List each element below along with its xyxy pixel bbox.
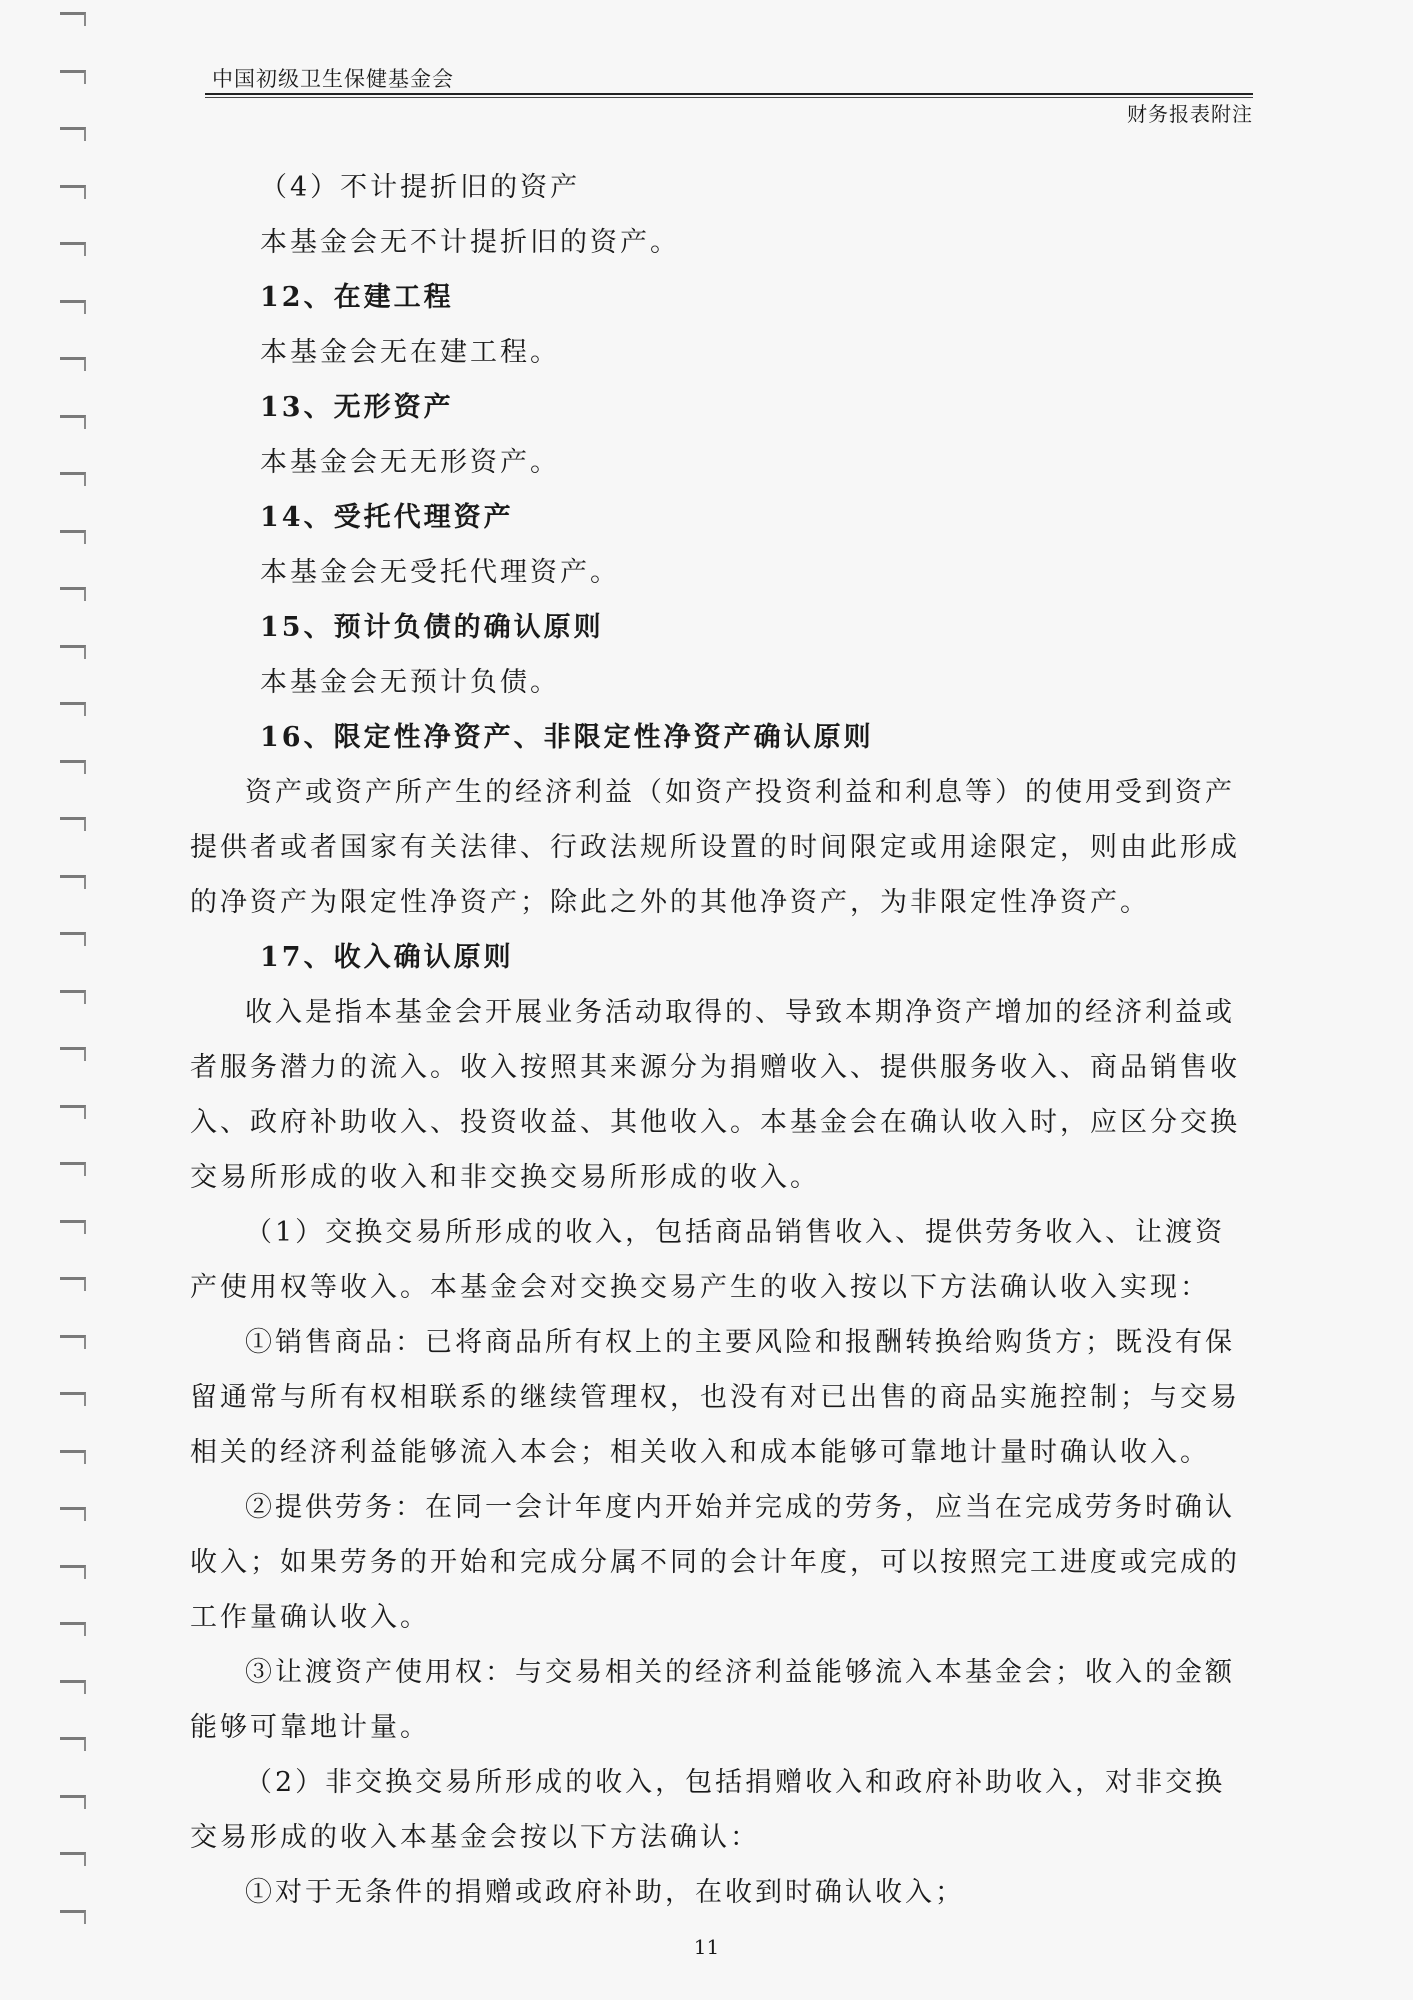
binding-hole — [60, 1220, 86, 1234]
section-heading: 17、收入确认原则 — [260, 942, 514, 973]
binding-hole — [60, 1277, 86, 1291]
header-section-title: 财务报表附注 — [1127, 102, 1253, 126]
body-text: 本基金会无受托代理资产。 — [260, 557, 620, 588]
body-text: 本基金会无不计提折旧的资产。 — [260, 227, 680, 258]
binding-hole — [60, 817, 86, 831]
binding-hole — [60, 1622, 86, 1636]
binding-hole — [60, 1335, 86, 1349]
binding-hole — [60, 932, 86, 946]
paragraph: ②提供劳务：在同一会计年度内开始并完成的劳务，应当在完成劳务时确认收入；如果劳务的开始和完成分属不同的会计年度，可以按照完工进度或完成的工作量确认收入。 — [190, 1492, 1240, 1633]
section-heading: 14、受托代理资产 — [260, 502, 514, 533]
body-text: 本基金会无在建工程。 — [260, 337, 560, 368]
document-body — [190, 160, 1240, 1920]
paragraph: 资产或资产所产生的经济利益（如资产投资利益和利息等）的使用受到资产提供者或者国家有关法律、行政法规所设置的时间限定或用途限定，则由此形成的净资产为限定性净资产；除此之外的其他净资产，为非限定性净资产。 — [190, 777, 1240, 918]
binding-hole — [60, 1392, 86, 1406]
paragraph: 收入是指本基金会开展业务活动取得的、导致本期净资产增加的经济利益或者服务潜力的流入。收入按照其来源分为捐赠收入、提供服务收入、商品销售收入、政府补助收入、投资收益、其他收入。本基金会在确认收入时，应区分交换交易所形成的收入和非交换交易所形成的收入。 — [190, 997, 1240, 1193]
binding-hole — [60, 357, 86, 371]
binding-hole — [60, 760, 86, 774]
paragraph: （1）交换交易所形成的收入，包括商品销售收入、提供劳务收入、让渡资产使用权等收入。本基金会对交换交易产生的收入按以下方法确认收入实现： — [190, 1217, 1226, 1303]
binding-hole — [60, 300, 86, 314]
binding-hole — [60, 645, 86, 659]
binding-hole — [60, 1162, 86, 1176]
binding-hole — [60, 1795, 86, 1809]
header-org-name: 中国初级卫生保健基金会 — [212, 67, 454, 91]
binding-hole — [60, 530, 86, 544]
paragraph: （2）非交换交易所形成的收入，包括捐赠收入和政府补助收入，对非交换交易形成的收入本基金会按以下方法确认： — [190, 1767, 1226, 1853]
binding-hole — [60, 242, 86, 256]
paragraph: ①销售商品：已将商品所有权上的主要风险和报酬转换给购货方；既没有保留通常与所有权相联系的继续管理权，也没有对已出售的商品实施控制；与交易相关的经济利益能够流入本会；相关收入和成本能够可靠地计量时确认收入。 — [190, 1327, 1240, 1468]
binding-hole — [60, 127, 86, 141]
page-number: 11 — [693, 1935, 720, 1959]
section-heading: 12、在建工程 — [260, 282, 454, 313]
header-rule — [205, 93, 1253, 95]
binding-hole — [60, 587, 86, 601]
binding-hole — [60, 1565, 86, 1579]
section-heading: 16、限定性净资产、非限定性净资产确认原则 — [260, 722, 874, 753]
binding-holes — [0, 0, 95, 2000]
binding-hole — [60, 1737, 86, 1751]
subsection-title: （4）不计提折旧的资产 — [260, 172, 581, 203]
binding-hole — [60, 70, 86, 84]
body-text: 本基金会无无形资产。 — [260, 447, 560, 478]
binding-hole — [60, 1910, 86, 1924]
binding-hole — [60, 185, 86, 199]
binding-hole — [60, 12, 86, 26]
section-heading: 15、预计负债的确认原则 — [260, 612, 604, 643]
binding-hole — [60, 1105, 86, 1119]
binding-hole — [60, 472, 86, 486]
paragraph: ①对于无条件的捐赠或政府补助，在收到时确认收入； — [245, 1877, 965, 1908]
binding-hole — [60, 990, 86, 1004]
binding-hole — [60, 1852, 86, 1866]
header-rule-thin — [205, 97, 1253, 98]
binding-hole — [60, 1680, 86, 1694]
binding-hole — [60, 702, 86, 716]
binding-hole — [60, 415, 86, 429]
binding-hole — [60, 875, 86, 889]
binding-hole — [60, 1047, 86, 1061]
body-text: 本基金会无预计负债。 — [260, 667, 560, 698]
binding-hole — [60, 1507, 86, 1521]
binding-hole — [60, 1450, 86, 1464]
paragraph: ③让渡资产使用权：与交易相关的经济利益能够流入本基金会；收入的金额能够可靠地计量。 — [190, 1657, 1235, 1743]
section-heading: 13、无形资产 — [260, 392, 454, 423]
